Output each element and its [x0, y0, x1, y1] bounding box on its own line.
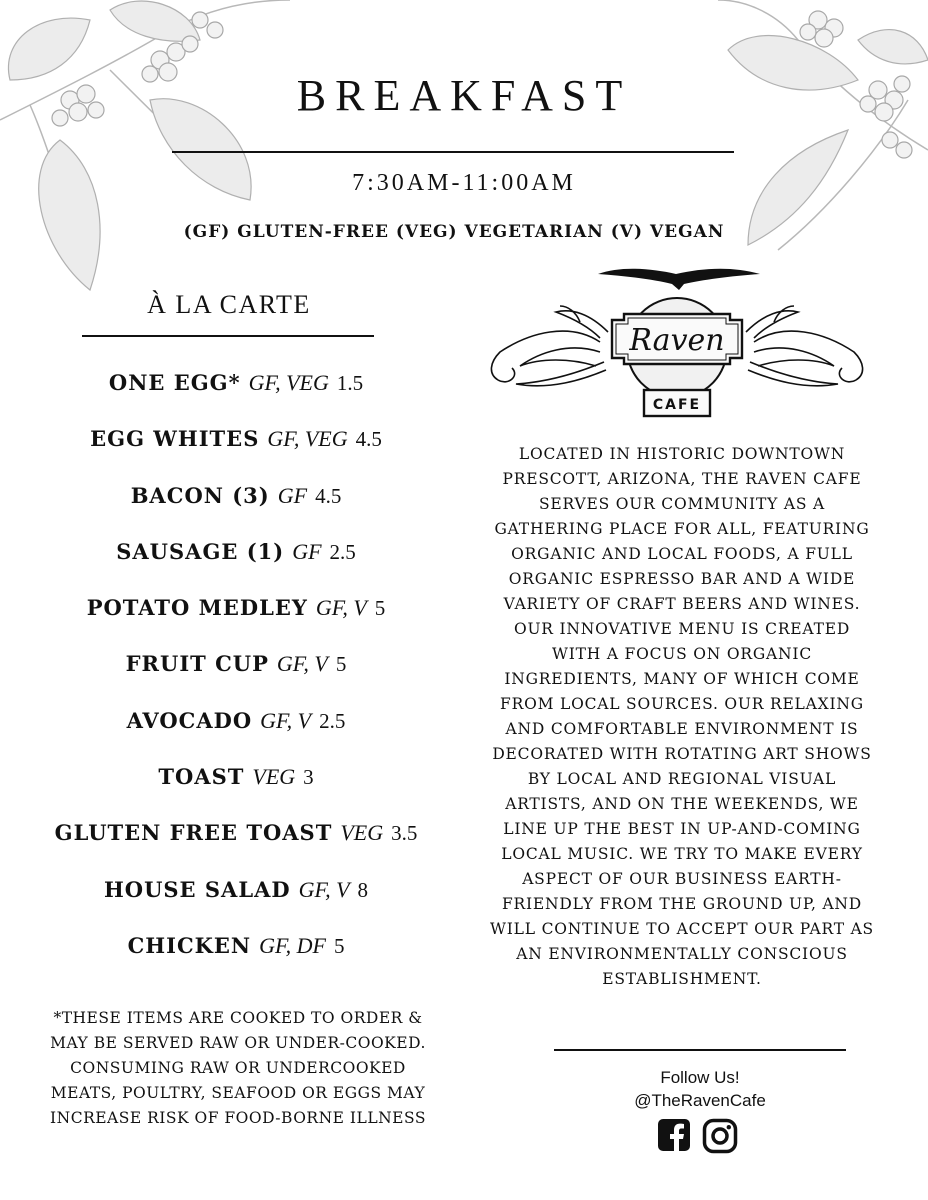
- item-price: 4.5: [315, 483, 342, 508]
- menu-item: [0, 535, 472, 591]
- follow-label: Follow Us!: [660, 1068, 740, 1087]
- item-tags: GF: [292, 538, 322, 564]
- item-tags: GF, V: [315, 595, 367, 621]
- item-price: 8: [357, 877, 369, 902]
- item-name: AVOCADO: [126, 707, 253, 733]
- item-name: GLUTEN FREE TOAST: [54, 820, 333, 846]
- item-price: 4.5: [355, 427, 382, 452]
- menu-item: [0, 929, 472, 985]
- section-divider: [82, 335, 374, 337]
- item-name: EGG WHITES: [90, 426, 260, 452]
- about-description: LOCATED IN HISTORIC DOWNTOWN PRESCOTT, ARIZONA, THE RAVEN CAFE SERVES OUR COMMUNITY AS A GATHERING PLACE FOR ALL, FEATURING ORGANIC AND LOCAL FOODS, A FULL ORGANIC ESPRESSO BAR AND A WIDE VARIETY OF CRAFT BEERS AND WINES. OUR INNOVATIVE MENU IS CREATED WITH A FOCUS ON ORGANIC INGREDIENTS, MANY OF WHICH COME FROM LOCAL SOURCES. OUR RELAXING AND COMFORTABLE ENVIRONMENT IS DECORATED WITH ROTATING ART SHOWS BY LOCAL AND REGIONAL VISUAL ARTISTS, AND ON THE WEEKENDS, WE LINE UP THE BEST IN UP-AND-COMING LOCAL MUSIC. WE TRY TO MAKE EVERY ASPECT OF OUR BUSINESS EARTH-FRIENDLY FROM THE GROUND UP, AND WILL CONTINUE TO ACCEPT OUR PART AS AN ENVIRONMENTALLY CONSCIOUS ESTABLISHMENT.: [490, 445, 874, 988]
- item-tags: GF, V: [298, 876, 350, 902]
- item-tags: VEG: [340, 820, 384, 846]
- menu-item: [0, 422, 472, 478]
- menu-item: [0, 591, 472, 647]
- item-tags: GF, DF: [259, 932, 326, 958]
- service-hours: 7:30AM-11:00AM: [352, 170, 576, 196]
- item-name: SAUSAGE (1): [116, 538, 285, 564]
- item-tags: GF: [277, 482, 308, 508]
- menu-item: [0, 479, 472, 535]
- item-tags: GF, V: [260, 707, 312, 733]
- item-name: ONE EGG*: [108, 370, 241, 395]
- item-name: BACON (3): [130, 482, 270, 508]
- menu-list: [0, 366, 472, 985]
- food-safety-disclaimer: *THESE ITEMS ARE COOKED TO ORDER & MAY BE SERVED RAW OR UNDER-COOKED. CONSUMING RAW OR UNDERCOOKED MEATS, POULTRY, SEAFOOD OR EGGS MAY INCREASE RISK OF FOOD-BORNE ILLNESS: [50, 1009, 426, 1127]
- item-price: 5: [374, 596, 386, 621]
- section-title: À LA CARTE: [147, 290, 311, 319]
- social-handle[interactable]: @TheRavenCafe: [634, 1091, 766, 1110]
- facebook-icon[interactable]: [657, 1118, 691, 1152]
- item-price: 2.5: [319, 708, 346, 733]
- menu-item: [0, 760, 472, 816]
- menu-item: [0, 366, 472, 422]
- item-name: FRUIT CUP: [125, 651, 269, 677]
- menu-item: [0, 647, 472, 703]
- item-tags: GF, VEG: [267, 426, 348, 452]
- social-divider: [554, 1049, 846, 1051]
- title-divider: [172, 151, 734, 153]
- raven-cafe-logo: [480, 262, 874, 422]
- logo-wordmark: Raven: [629, 323, 725, 358]
- menu-item: [0, 704, 472, 760]
- diet-legend: (GF) GLUTEN-FREE (VEG) VEGETARIAN (V) VEGAN: [183, 222, 725, 242]
- menu-title: BREAKFAST: [296, 71, 632, 120]
- item-tags: GF, VEG: [248, 370, 329, 395]
- item-price: 2.5: [329, 539, 356, 564]
- item-price: 3: [303, 765, 314, 790]
- item-price: 5: [333, 933, 345, 958]
- item-name: HOUSE SALAD: [103, 876, 291, 902]
- item-name: CHICKEN: [127, 932, 252, 958]
- social-block: [554, 1066, 846, 1112]
- item-tags: GF, V: [276, 651, 328, 677]
- item-name: TOAST: [158, 764, 245, 790]
- instagram-icon[interactable]: [702, 1118, 738, 1154]
- raven-bird-icon: [598, 269, 760, 290]
- item-price: 3.5: [391, 821, 418, 846]
- coffee-branch-right-illustration: [628, 0, 928, 300]
- item-price: 5: [335, 652, 347, 677]
- item-tags: VEG: [252, 764, 296, 790]
- item-price: 1.5: [336, 371, 364, 395]
- menu-item: [0, 816, 472, 872]
- item-name: POTATO MEDLEY: [86, 595, 308, 621]
- menu-item: [0, 873, 472, 929]
- coffee-branch-left-illustration: [0, 0, 300, 300]
- logo-subtitle: CAFE: [652, 397, 702, 413]
